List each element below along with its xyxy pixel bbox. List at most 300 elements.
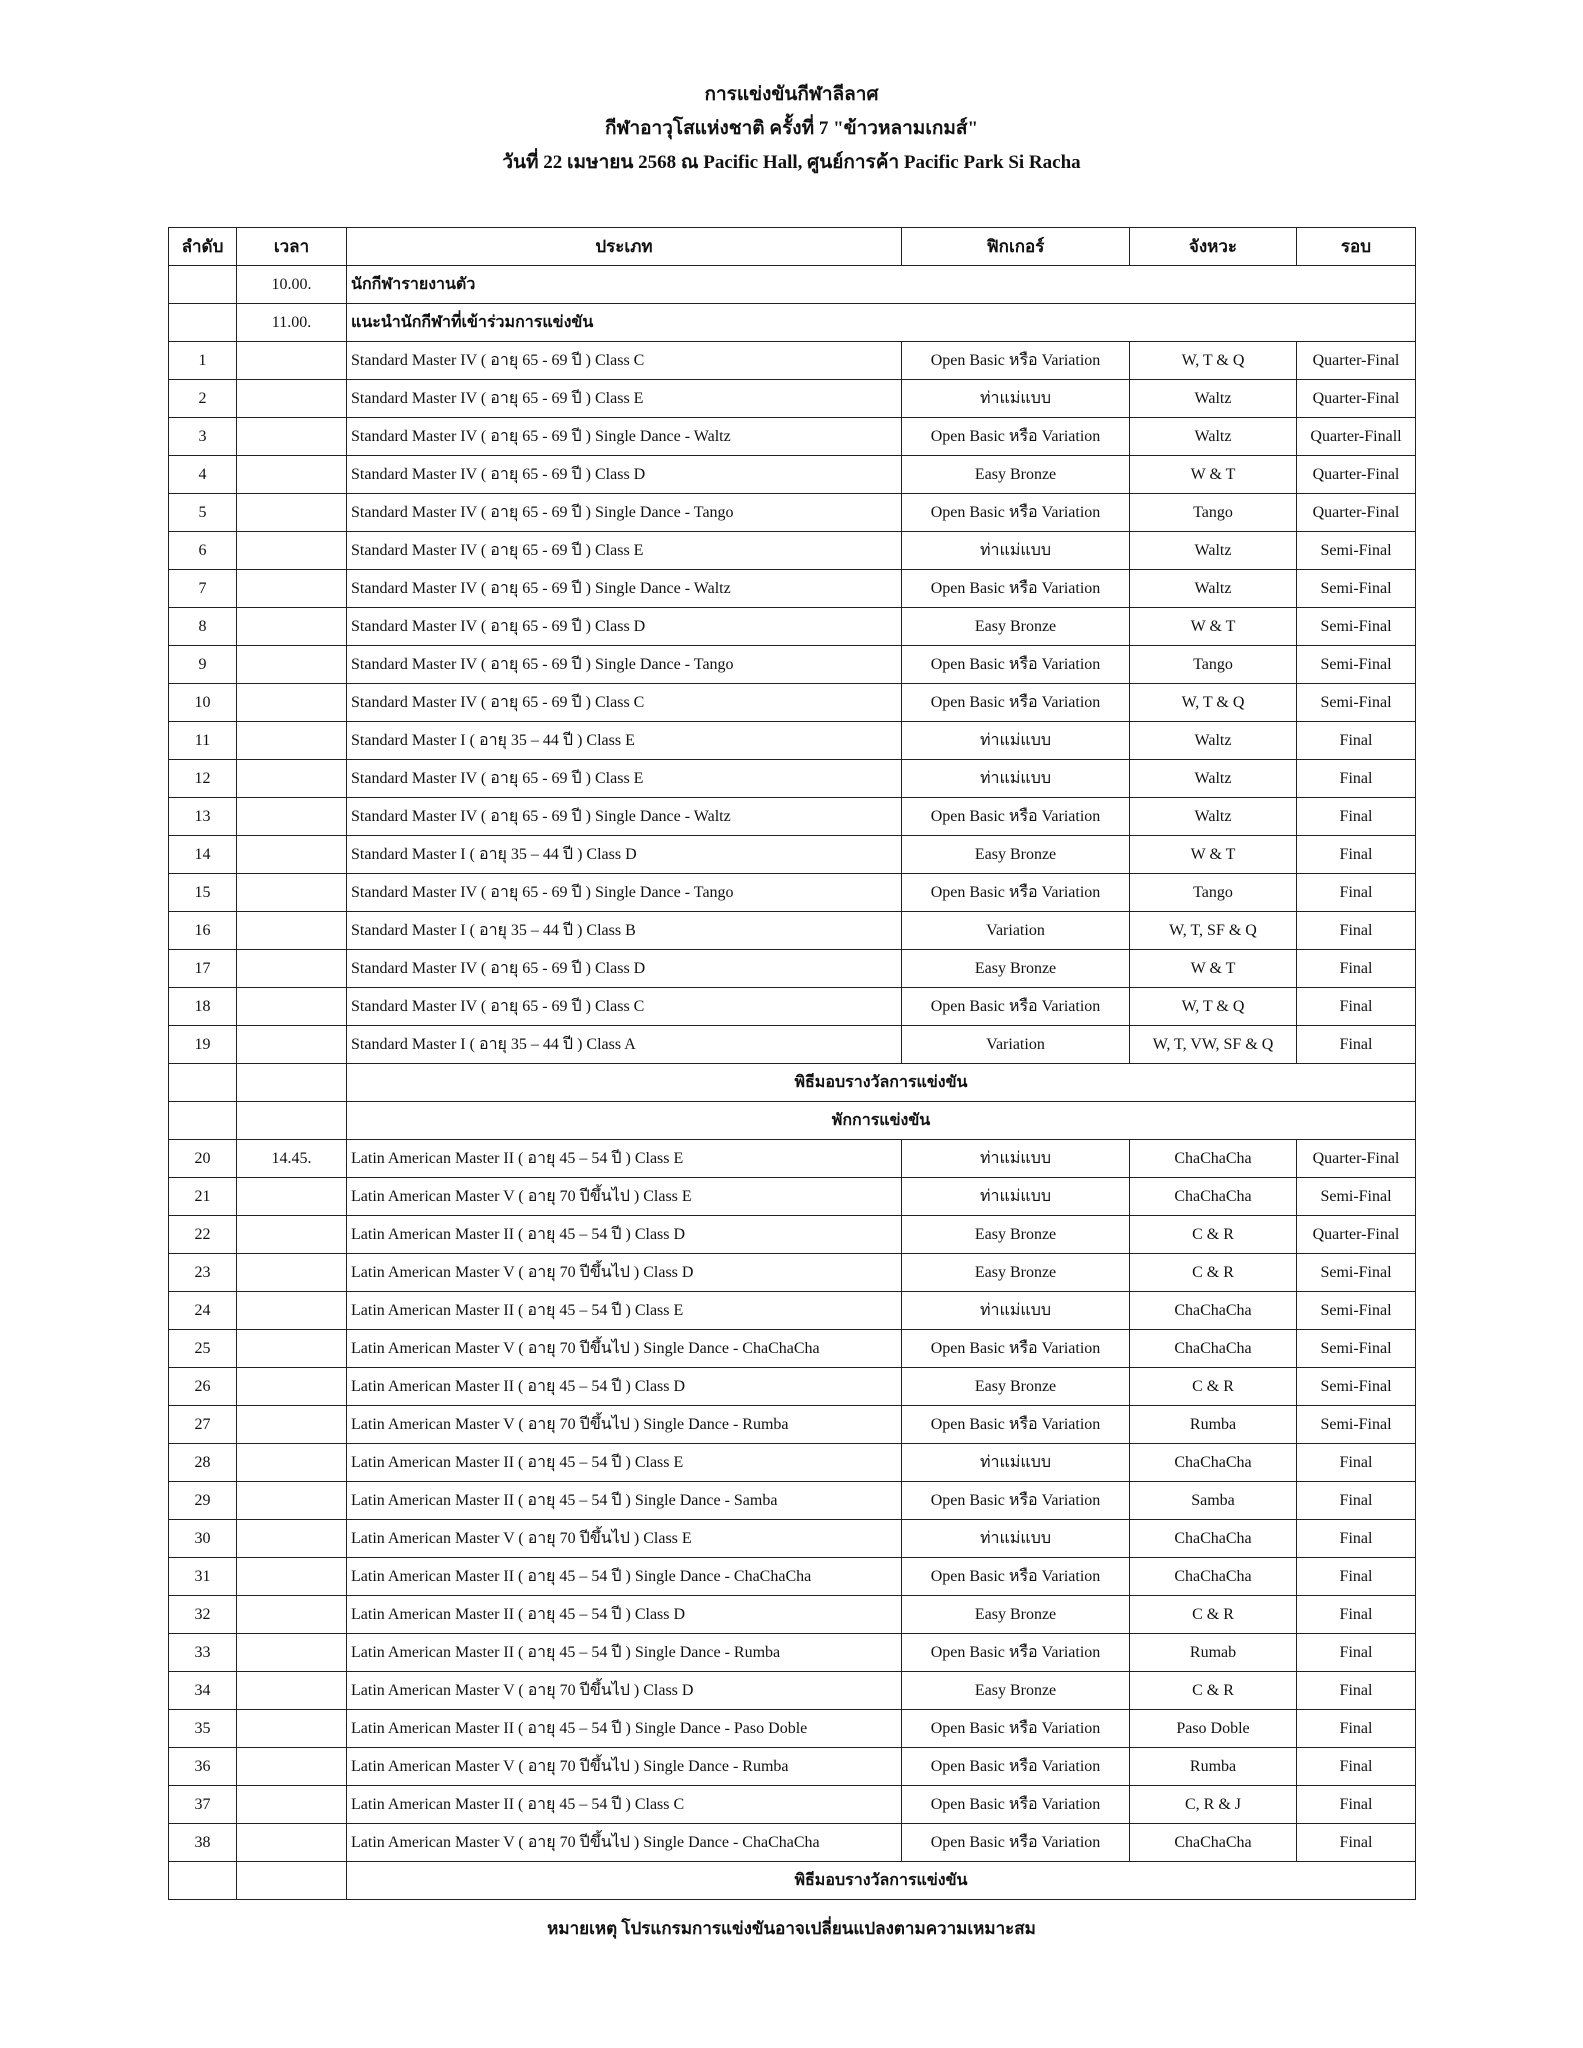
cell-type: Latin American Master II ( อายุ 45 – 54 ปี ) Class D — [347, 1368, 902, 1406]
cell-type: Latin American Master V ( อายุ 70 ปีขึ้นไป ) Single Dance - ChaChaCha — [347, 1824, 902, 1862]
table-row — [169, 1824, 1416, 1862]
cell-dance: C & R — [1130, 1672, 1297, 1710]
cell-no: 17 — [169, 950, 237, 988]
table-row — [169, 798, 1416, 836]
cell-type: Standard Master I ( อายุ 35 – 44 ปี ) Class B — [347, 912, 902, 950]
cell-no: 15 — [169, 874, 237, 912]
table-row — [169, 950, 1416, 988]
cell-type: Latin American Master II ( อายุ 45 – 54 ปี ) Class D — [347, 1216, 902, 1254]
cell-round: Quarter-Final — [1297, 456, 1416, 494]
cell-no: 37 — [169, 1786, 237, 1824]
cell-no: 11 — [169, 722, 237, 760]
cell-type: Standard Master IV ( อายุ 65 - 69 ปี ) Class D — [347, 950, 902, 988]
cell-dance: Rumba — [1130, 1748, 1297, 1786]
cell-type: Standard Master IV ( อายุ 65 - 69 ปี ) Single Dance - Waltz — [347, 798, 902, 836]
cell-dance: Waltz — [1130, 418, 1297, 456]
cell-time — [237, 532, 347, 570]
cell-no — [169, 266, 237, 304]
table-row — [169, 1406, 1416, 1444]
table-row — [169, 1178, 1416, 1216]
table-row — [169, 1368, 1416, 1406]
cell-figure: Open Basic หรือ Variation — [902, 342, 1130, 380]
cell-round: Final — [1297, 798, 1416, 836]
cell-dance: ChaChaCha — [1130, 1520, 1297, 1558]
cell-dance: W & T — [1130, 608, 1297, 646]
cell-figure: ท่าแม่แบบ — [902, 380, 1130, 418]
cell-round: Quarter-Final — [1297, 1216, 1416, 1254]
cell-figure: Easy Bronze — [902, 1368, 1130, 1406]
cell-dance: ChaChaCha — [1130, 1444, 1297, 1482]
cell-figure: Open Basic หรือ Variation — [902, 798, 1130, 836]
cell-no: 1 — [169, 342, 237, 380]
cell-ceremony: พักการแข่งขัน — [347, 1102, 1416, 1140]
cell-type: Standard Master IV ( อายุ 65 - 69 ปี ) Single Dance - Tango — [347, 646, 902, 684]
column-header-type: ประเภท — [347, 228, 902, 266]
table-row — [169, 494, 1416, 532]
table-row — [169, 684, 1416, 722]
cell-dance: Rumab — [1130, 1634, 1297, 1672]
table-row — [169, 1330, 1416, 1368]
cell-time — [237, 1444, 347, 1482]
cell-time — [237, 1216, 347, 1254]
cell-time — [237, 1748, 347, 1786]
cell-figure: Easy Bronze — [902, 1254, 1130, 1292]
cell-no: 21 — [169, 1178, 237, 1216]
cell-no: 18 — [169, 988, 237, 1026]
cell-time — [237, 950, 347, 988]
cell-type: Standard Master I ( อายุ 35 – 44 ปี ) Class E — [347, 722, 902, 760]
table-header-row — [169, 228, 1416, 266]
cell-dance: Waltz — [1130, 798, 1297, 836]
cell-type: Latin American Master V ( อายุ 70 ปีขึ้นไป ) Class E — [347, 1178, 902, 1216]
cell-dance: W & T — [1130, 950, 1297, 988]
cell-round: Final — [1297, 1596, 1416, 1634]
cell-no: 38 — [169, 1824, 237, 1862]
table-row — [169, 304, 1416, 342]
cell-figure: Open Basic หรือ Variation — [902, 1406, 1130, 1444]
cell-type: Standard Master IV ( อายุ 65 - 69 ปี ) Class C — [347, 988, 902, 1026]
table-row — [169, 1254, 1416, 1292]
cell-time — [237, 1786, 347, 1824]
cell-no: 31 — [169, 1558, 237, 1596]
cell-dance: Tango — [1130, 646, 1297, 684]
cell-dance: ChaChaCha — [1130, 1824, 1297, 1862]
cell-dance: W & T — [1130, 456, 1297, 494]
cell-dance: C & R — [1130, 1254, 1297, 1292]
cell-type: Standard Master IV ( อายุ 65 - 69 ปี ) Class D — [347, 456, 902, 494]
cell-dance: C & R — [1130, 1368, 1297, 1406]
cell-time — [237, 608, 347, 646]
cell-round: Final — [1297, 950, 1416, 988]
cell-dance: Waltz — [1130, 380, 1297, 418]
cell-no: 23 — [169, 1254, 237, 1292]
cell-type: Latin American Master V ( อายุ 70 ปีขึ้นไป ) Class D — [347, 1672, 902, 1710]
cell-time: 11.00. — [237, 304, 347, 342]
cell-round: Semi-Final — [1297, 646, 1416, 684]
cell-round: Final — [1297, 1634, 1416, 1672]
cell-round: Final — [1297, 1824, 1416, 1862]
cell-type: Latin American Master II ( อายุ 45 – 54 ปี ) Single Dance - Rumba — [347, 1634, 902, 1672]
cell-time — [237, 1064, 347, 1102]
cell-round: Semi-Final — [1297, 532, 1416, 570]
cell-no: 34 — [169, 1672, 237, 1710]
cell-no: 19 — [169, 1026, 237, 1064]
cell-no — [169, 1102, 237, 1140]
table-row — [169, 1634, 1416, 1672]
table-row — [169, 760, 1416, 798]
cell-round: Final — [1297, 760, 1416, 798]
cell-time — [237, 1368, 347, 1406]
cell-time — [237, 646, 347, 684]
cell-type: Latin American Master V ( อายุ 70 ปีขึ้นไป ) Class E — [347, 1520, 902, 1558]
cell-dance: ChaChaCha — [1130, 1330, 1297, 1368]
cell-no: 7 — [169, 570, 237, 608]
cell-round: Quarter-Final — [1297, 494, 1416, 532]
cell-round: Final — [1297, 1482, 1416, 1520]
cell-round: Final — [1297, 1444, 1416, 1482]
cell-time — [237, 1672, 347, 1710]
table-row — [169, 646, 1416, 684]
cell-type: Standard Master IV ( อายุ 65 - 69 ปี ) Class E — [347, 532, 902, 570]
cell-time — [237, 1254, 347, 1292]
cell-round: Final — [1297, 988, 1416, 1026]
table-row — [169, 342, 1416, 380]
table-row — [169, 380, 1416, 418]
footer-note: หมายเหตุ โปรแกรมการแข่งขันอาจเปลี่ยนแปลงตามความเหมาะสม — [547, 1919, 1036, 1938]
table-row — [169, 1026, 1416, 1064]
cell-type: Standard Master IV ( อายุ 65 - 69 ปี ) Single Dance - Waltz — [347, 418, 902, 456]
cell-figure: Easy Bronze — [902, 1216, 1130, 1254]
cell-time — [237, 760, 347, 798]
cell-time — [237, 836, 347, 874]
cell-time — [237, 912, 347, 950]
cell-no: 27 — [169, 1406, 237, 1444]
cell-dance: ChaChaCha — [1130, 1140, 1297, 1178]
cell-round: Final — [1297, 1558, 1416, 1596]
cell-no: 6 — [169, 532, 237, 570]
cell-round: Final — [1297, 1748, 1416, 1786]
cell-dance: C, R & J — [1130, 1786, 1297, 1824]
cell-round: Quarter-Finall — [1297, 418, 1416, 456]
cell-type: Latin American Master II ( อายุ 45 – 54 ปี ) Class C — [347, 1786, 902, 1824]
cell-no: 33 — [169, 1634, 237, 1672]
table-row — [169, 1710, 1416, 1748]
cell-round: Final — [1297, 912, 1416, 950]
cell-no: 20 — [169, 1140, 237, 1178]
cell-time — [237, 1634, 347, 1672]
cell-round: Final — [1297, 874, 1416, 912]
cell-time — [237, 418, 347, 456]
cell-dance: Waltz — [1130, 532, 1297, 570]
cell-type: Latin American Master V ( อายุ 70 ปีขึ้นไป ) Single Dance - Rumba — [347, 1406, 902, 1444]
table-row — [169, 1862, 1416, 1900]
cell-dance: W, T & Q — [1130, 342, 1297, 380]
cell-round: Semi-Final — [1297, 684, 1416, 722]
cell-round: Semi-Final — [1297, 1330, 1416, 1368]
cell-figure: Easy Bronze — [902, 836, 1130, 874]
cell-figure: Easy Bronze — [902, 608, 1130, 646]
cell-time — [237, 1102, 347, 1140]
table-row — [169, 1596, 1416, 1634]
cell-round: Semi-Final — [1297, 570, 1416, 608]
cell-figure: Variation — [902, 912, 1130, 950]
cell-no: 29 — [169, 1482, 237, 1520]
cell-no: 14 — [169, 836, 237, 874]
table-row — [169, 1102, 1416, 1140]
column-header-figure: ฟิกเกอร์ — [902, 228, 1130, 266]
cell-round: Quarter-Final — [1297, 1140, 1416, 1178]
cell-figure: Open Basic หรือ Variation — [902, 684, 1130, 722]
cell-time: 14.45. — [237, 1140, 347, 1178]
cell-type: Latin American Master II ( อายุ 45 – 54 ปี ) Single Dance - ChaChaCha — [347, 1558, 902, 1596]
cell-type: Standard Master I ( อายุ 35 – 44 ปี ) Class D — [347, 836, 902, 874]
cell-type: Standard Master IV ( อายุ 65 - 69 ปี ) Class E — [347, 760, 902, 798]
cell-round: Quarter-Final — [1297, 342, 1416, 380]
event-title: กีฬาอาวุโสแห่งชาติ ครั้งที่ 7 "ข้าวหลามเกมส์" — [604, 118, 979, 139]
table-row — [169, 418, 1416, 456]
cell-figure: Open Basic หรือ Variation — [902, 1558, 1130, 1596]
cell-dance: C & R — [1130, 1596, 1297, 1634]
column-header-time: เวลา — [237, 228, 347, 266]
cell-figure: ท่าแม่แบบ — [902, 760, 1130, 798]
cell-figure: Open Basic หรือ Variation — [902, 1330, 1130, 1368]
cell-time — [237, 1558, 347, 1596]
cell-dance: Waltz — [1130, 722, 1297, 760]
cell-figure: ท่าแม่แบบ — [902, 1178, 1130, 1216]
cell-no: 3 — [169, 418, 237, 456]
cell-round: Semi-Final — [1297, 1178, 1416, 1216]
table-row — [169, 874, 1416, 912]
cell-figure: ท่าแม่แบบ — [902, 532, 1130, 570]
competition-title: การแข่งขันกีฬาลีลาศ — [704, 84, 879, 105]
cell-round: Final — [1297, 1710, 1416, 1748]
cell-figure: Easy Bronze — [902, 1672, 1130, 1710]
table-row — [169, 532, 1416, 570]
cell-no: 9 — [169, 646, 237, 684]
schedule-body — [169, 266, 1416, 1900]
cell-dance: Paso Doble — [1130, 1710, 1297, 1748]
cell-dance: W, T & Q — [1130, 684, 1297, 722]
cell-time — [237, 798, 347, 836]
cell-no: 28 — [169, 1444, 237, 1482]
table-row — [169, 1444, 1416, 1482]
cell-round: Semi-Final — [1297, 1254, 1416, 1292]
cell-figure: Open Basic หรือ Variation — [902, 1748, 1130, 1786]
cell-figure: Open Basic หรือ Variation — [902, 874, 1130, 912]
table-row — [169, 1520, 1416, 1558]
cell-figure: Open Basic หรือ Variation — [902, 1482, 1130, 1520]
cell-type: Standard Master IV ( อายุ 65 - 69 ปี ) Single Dance - Tango — [347, 494, 902, 532]
cell-type: Standard Master IV ( อายุ 65 - 69 ปี ) Class C — [347, 342, 902, 380]
document-header — [0, 78, 1583, 180]
cell-round: Semi-Final — [1297, 1292, 1416, 1330]
cell-no: 2 — [169, 380, 237, 418]
cell-round: Final — [1297, 1520, 1416, 1558]
cell-time — [237, 1520, 347, 1558]
cell-figure: Open Basic หรือ Variation — [902, 988, 1130, 1026]
cell-dance: Samba — [1130, 1482, 1297, 1520]
table-row — [169, 608, 1416, 646]
table-row — [169, 1216, 1416, 1254]
table-row — [169, 722, 1416, 760]
schedule-table — [168, 227, 1416, 1900]
cell-no: 22 — [169, 1216, 237, 1254]
cell-no — [169, 1064, 237, 1102]
table-row — [169, 570, 1416, 608]
cell-type: Latin American Master II ( อายุ 45 – 54 ปี ) Class E — [347, 1140, 902, 1178]
cell-figure: Open Basic หรือ Variation — [902, 418, 1130, 456]
cell-round: Final — [1297, 836, 1416, 874]
cell-type: Standard Master IV ( อายุ 65 - 69 ปี ) Single Dance - Tango — [347, 874, 902, 912]
cell-no — [169, 1862, 237, 1900]
cell-time — [237, 1292, 347, 1330]
cell-no: 10 — [169, 684, 237, 722]
date-venue: วันที่ 22 เมษายน 2568 ณ Pacific Hall, ศูนย์การค้า Pacific Park Si Racha — [502, 152, 1081, 173]
cell-time — [237, 1482, 347, 1520]
cell-no: 16 — [169, 912, 237, 950]
cell-figure: Easy Bronze — [902, 456, 1130, 494]
cell-figure: Open Basic หรือ Variation — [902, 494, 1130, 532]
cell-figure: Open Basic หรือ Variation — [902, 1824, 1130, 1862]
table-row — [169, 988, 1416, 1026]
cell-time — [237, 874, 347, 912]
cell-dance: Waltz — [1130, 760, 1297, 798]
cell-figure: Easy Bronze — [902, 1596, 1130, 1634]
cell-time — [237, 456, 347, 494]
cell-time — [237, 1406, 347, 1444]
cell-time — [237, 342, 347, 380]
table-row — [169, 1292, 1416, 1330]
cell-figure: Open Basic หรือ Variation — [902, 1634, 1130, 1672]
cell-no: 24 — [169, 1292, 237, 1330]
cell-dance: C & R — [1130, 1216, 1297, 1254]
cell-no: 35 — [169, 1710, 237, 1748]
cell-dance: W & T — [1130, 836, 1297, 874]
cell-figure: Easy Bronze — [902, 950, 1130, 988]
cell-round: Quarter-Final — [1297, 380, 1416, 418]
table-row — [169, 1558, 1416, 1596]
cell-time — [237, 722, 347, 760]
table-row — [169, 836, 1416, 874]
cell-type: Latin American Master II ( อายุ 45 – 54 ปี ) Class E — [347, 1444, 902, 1482]
cell-time — [237, 1824, 347, 1862]
cell-figure: Open Basic หรือ Variation — [902, 646, 1130, 684]
cell-no: 32 — [169, 1596, 237, 1634]
table-row — [169, 1748, 1416, 1786]
cell-round: Final — [1297, 722, 1416, 760]
table-row — [169, 912, 1416, 950]
cell-figure: ท่าแม่แบบ — [902, 1520, 1130, 1558]
cell-figure: ท่าแม่แบบ — [902, 1444, 1130, 1482]
cell-time — [237, 494, 347, 532]
cell-dance: W, T, SF & Q — [1130, 912, 1297, 950]
cell-time — [237, 1330, 347, 1368]
cell-time: 10.00. — [237, 266, 347, 304]
cell-type: Latin American Master V ( อายุ 70 ปีขึ้นไป ) Single Dance - ChaChaCha — [347, 1330, 902, 1368]
cell-dance: ChaChaCha — [1130, 1558, 1297, 1596]
cell-time — [237, 1596, 347, 1634]
cell-type: Standard Master I ( อายุ 35 – 44 ปี ) Class A — [347, 1026, 902, 1064]
cell-type: Latin American Master II ( อายุ 45 – 54 ปี ) Single Dance - Samba — [347, 1482, 902, 1520]
table-row — [169, 456, 1416, 494]
cell-type: Standard Master IV ( อายุ 65 - 69 ปี ) Class C — [347, 684, 902, 722]
cell-figure: Open Basic หรือ Variation — [902, 1710, 1130, 1748]
cell-no: 13 — [169, 798, 237, 836]
cell-figure: ท่าแม่แบบ — [902, 1140, 1130, 1178]
table-row — [169, 1064, 1416, 1102]
cell-round: Semi-Final — [1297, 608, 1416, 646]
cell-dance: ChaChaCha — [1130, 1292, 1297, 1330]
cell-no: 4 — [169, 456, 237, 494]
cell-type: Latin American Master V ( อายุ 70 ปีขึ้นไป ) Class D — [347, 1254, 902, 1292]
cell-time — [237, 380, 347, 418]
cell-figure: Open Basic หรือ Variation — [902, 570, 1130, 608]
cell-figure: Open Basic หรือ Variation — [902, 1786, 1130, 1824]
cell-no: 36 — [169, 1748, 237, 1786]
cell-no: 8 — [169, 608, 237, 646]
column-header-round: รอบ — [1297, 228, 1416, 266]
cell-round: Final — [1297, 1786, 1416, 1824]
cell-no: 12 — [169, 760, 237, 798]
cell-no: 25 — [169, 1330, 237, 1368]
cell-type: Standard Master IV ( อายุ 65 - 69 ปี ) Class D — [347, 608, 902, 646]
cell-figure: Variation — [902, 1026, 1130, 1064]
cell-dance: Waltz — [1130, 570, 1297, 608]
table-row — [169, 1482, 1416, 1520]
cell-no — [169, 304, 237, 342]
cell-type: Standard Master IV ( อายุ 65 - 69 ปี ) Single Dance - Waltz — [347, 570, 902, 608]
cell-activity: นักกีฬารายงานตัว — [347, 266, 1416, 304]
cell-dance: Tango — [1130, 494, 1297, 532]
cell-dance: Rumba — [1130, 1406, 1297, 1444]
cell-dance: W, T, VW, SF & Q — [1130, 1026, 1297, 1064]
column-header-dance: จังหวะ — [1130, 228, 1297, 266]
cell-round: Final — [1297, 1672, 1416, 1710]
table-row — [169, 266, 1416, 304]
cell-time — [237, 1178, 347, 1216]
cell-ceremony: พิธีมอบรางวัลการแข่งขัน — [347, 1064, 1416, 1102]
cell-no: 5 — [169, 494, 237, 532]
cell-figure: ท่าแม่แบบ — [902, 722, 1130, 760]
table-row — [169, 1786, 1416, 1824]
cell-activity: แนะนำนักกีฬาที่เข้าร่วมการแข่งขัน — [347, 304, 1416, 342]
cell-time — [237, 570, 347, 608]
cell-no: 30 — [169, 1520, 237, 1558]
cell-figure: ท่าแม่แบบ — [902, 1292, 1130, 1330]
cell-time — [237, 1710, 347, 1748]
cell-dance: Tango — [1130, 874, 1297, 912]
cell-round: Final — [1297, 1026, 1416, 1064]
cell-round: Semi-Final — [1297, 1406, 1416, 1444]
cell-ceremony: พิธีมอบรางวัลการแข่งขัน — [347, 1862, 1416, 1900]
cell-type: Latin American Master II ( อายุ 45 – 54 ปี ) Class E — [347, 1292, 902, 1330]
cell-type: Latin American Master II ( อายุ 45 – 54 ปี ) Class D — [347, 1596, 902, 1634]
cell-time — [237, 1862, 347, 1900]
cell-time — [237, 1026, 347, 1064]
cell-round: Semi-Final — [1297, 1368, 1416, 1406]
column-header-no: ลำดับ — [169, 228, 237, 266]
cell-type: Latin American Master V ( อายุ 70 ปีขึ้นไป ) Single Dance - Rumba — [347, 1748, 902, 1786]
table-row — [169, 1140, 1416, 1178]
cell-dance: W, T & Q — [1130, 988, 1297, 1026]
cell-type: Standard Master IV ( อายุ 65 - 69 ปี ) Class E — [347, 380, 902, 418]
table-row — [169, 1672, 1416, 1710]
cell-type: Latin American Master II ( อายุ 45 – 54 ปี ) Single Dance - Paso Doble — [347, 1710, 902, 1748]
cell-time — [237, 684, 347, 722]
cell-dance: ChaChaCha — [1130, 1178, 1297, 1216]
cell-time — [237, 988, 347, 1026]
cell-no: 26 — [169, 1368, 237, 1406]
